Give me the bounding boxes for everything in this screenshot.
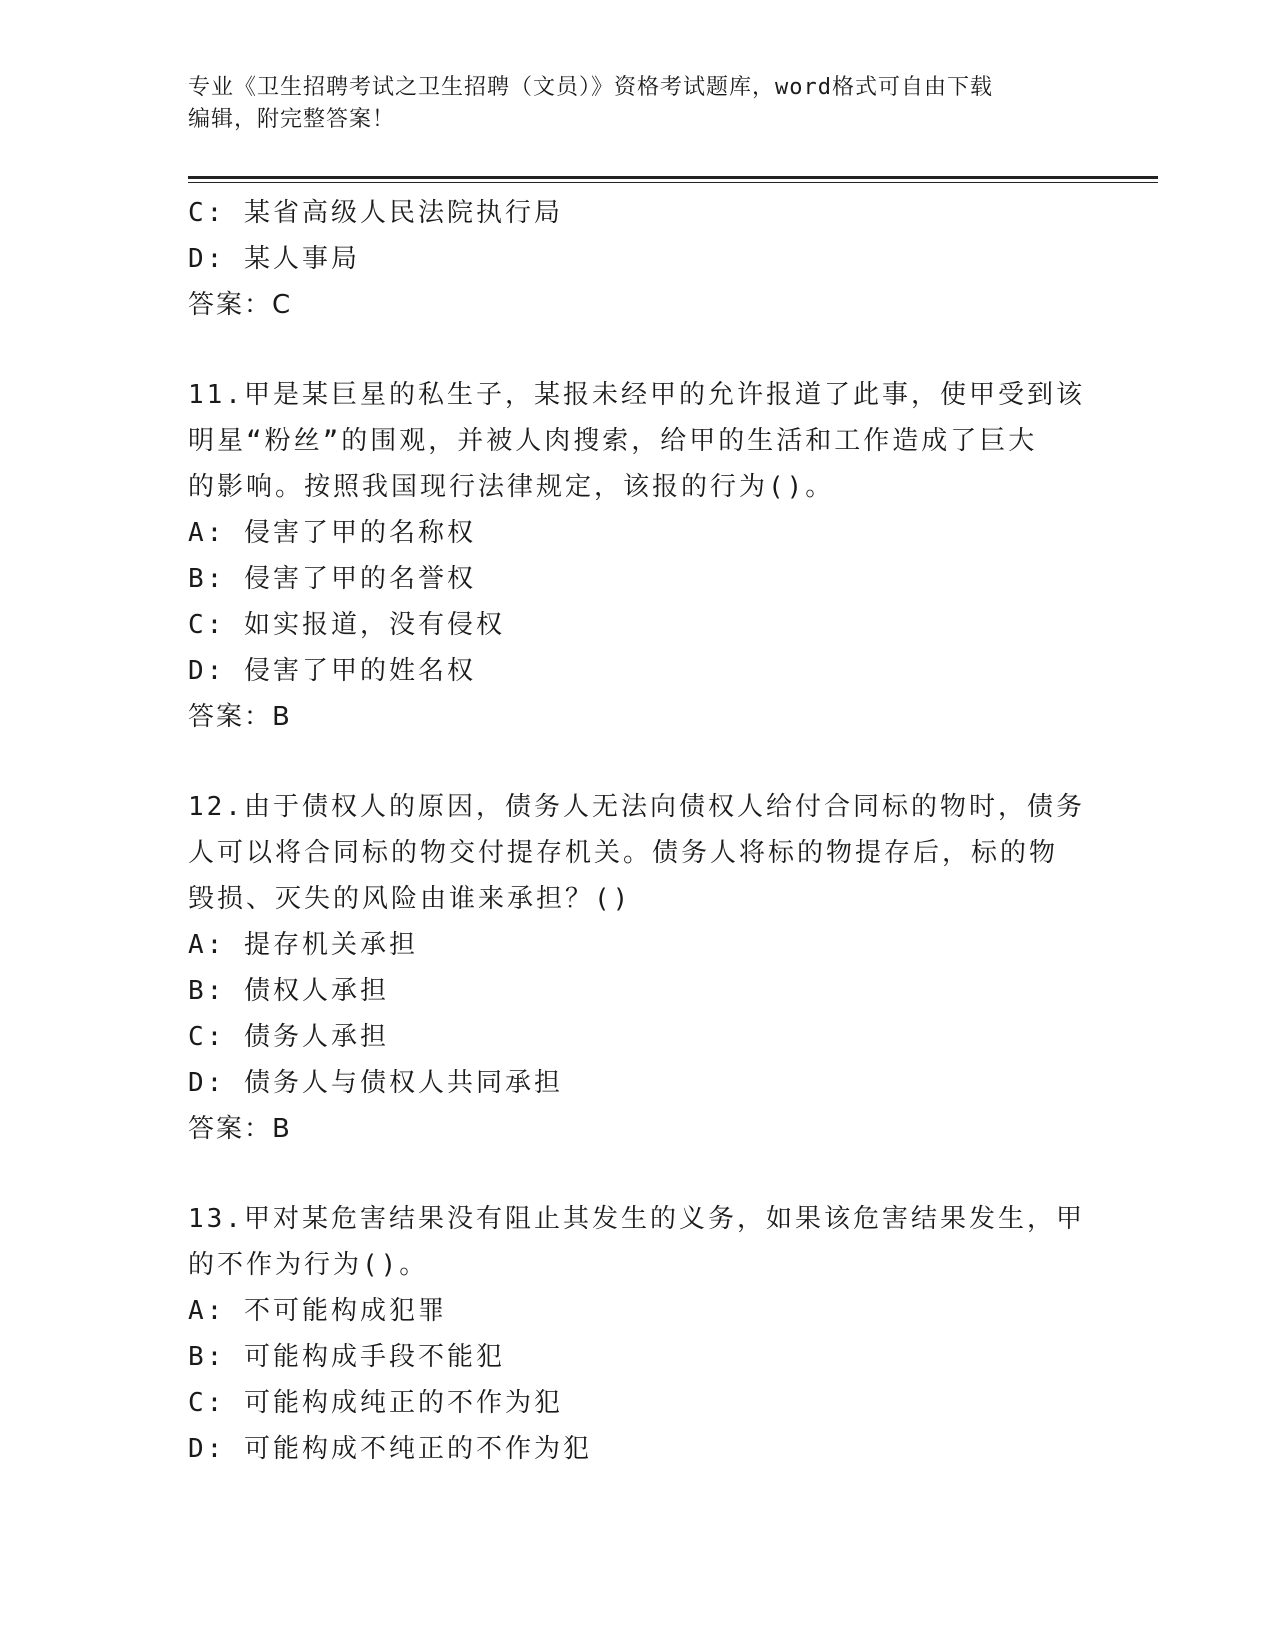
spacer bbox=[188, 1152, 1088, 1196]
question-stem-line: 11.甲是某巨星的私生子，某报未经甲的允许报道了此事，使甲受到该 bbox=[188, 380, 1085, 410]
option-a: A: 不可能构成犯罪 bbox=[188, 1296, 447, 1326]
option-c: C: 债务人承担 bbox=[188, 1022, 389, 1052]
option-c: C: 可能构成纯正的不作为犯 bbox=[188, 1388, 563, 1418]
option-d: D: 某人事局 bbox=[188, 244, 360, 274]
option-a: A: 侵害了甲的名称权 bbox=[188, 518, 476, 548]
question-stem-line: 人可以将合同标的物交付提存机关。债务人将标的物提存后，标的物 bbox=[188, 838, 1059, 868]
option-a: A: 提存机关承担 bbox=[188, 930, 418, 960]
question-12 bbox=[188, 784, 1088, 1152]
answer-line: 答案：B bbox=[188, 702, 292, 732]
option-b: B: 侵害了甲的名誉权 bbox=[188, 564, 476, 594]
option-c: C: 某省高级人民法院执行局 bbox=[188, 198, 563, 228]
question-stem-line: 明星“粉丝”的围观，并被人肉搜索，给甲的生活和工作造成了巨大 bbox=[188, 426, 1038, 456]
document-header bbox=[188, 72, 1068, 136]
previous-question-tail bbox=[188, 190, 1088, 328]
header-line-2: 编辑，附完整答案！ bbox=[188, 107, 396, 132]
question-stem-line: 的影响。按照我国现行法律规定，该报的行为()。 bbox=[188, 472, 835, 502]
header-divider-thin bbox=[188, 182, 1158, 183]
answer-line: 答案：B bbox=[188, 1114, 292, 1144]
header-line-1: 专业《卫生招聘考试之卫生招聘（文员）》资格考试题库，word格式可自由下载 bbox=[188, 75, 993, 100]
spacer bbox=[188, 328, 1088, 372]
question-stem-line: 12.由于债权人的原因，债务人无法向债权人给付合同标的物时，债务 bbox=[188, 792, 1085, 822]
option-d: D: 侵害了甲的姓名权 bbox=[188, 656, 476, 686]
header-divider-thick bbox=[188, 176, 1158, 179]
question-stem-line: 的不作为行为()。 bbox=[188, 1250, 429, 1280]
answer-line: 答案：C bbox=[188, 290, 293, 320]
question-11 bbox=[188, 372, 1088, 740]
question-13 bbox=[188, 1196, 1088, 1472]
option-b: B: 可能构成手段不能犯 bbox=[188, 1342, 505, 1372]
question-content bbox=[188, 190, 1088, 1472]
question-stem-line: 13.甲对某危害结果没有阻止其发生的义务，如果该危害结果发生，甲 bbox=[188, 1204, 1085, 1234]
option-d: D: 可能构成不纯正的不作为犯 bbox=[188, 1434, 592, 1464]
option-b: B: 债权人承担 bbox=[188, 976, 389, 1006]
spacer bbox=[188, 740, 1088, 784]
option-c: C: 如实报道，没有侵权 bbox=[188, 610, 505, 640]
question-stem-line: 毁损、灭失的风险由谁来承担？() bbox=[188, 884, 632, 914]
option-d: D: 债务人与债权人共同承担 bbox=[188, 1068, 563, 1098]
